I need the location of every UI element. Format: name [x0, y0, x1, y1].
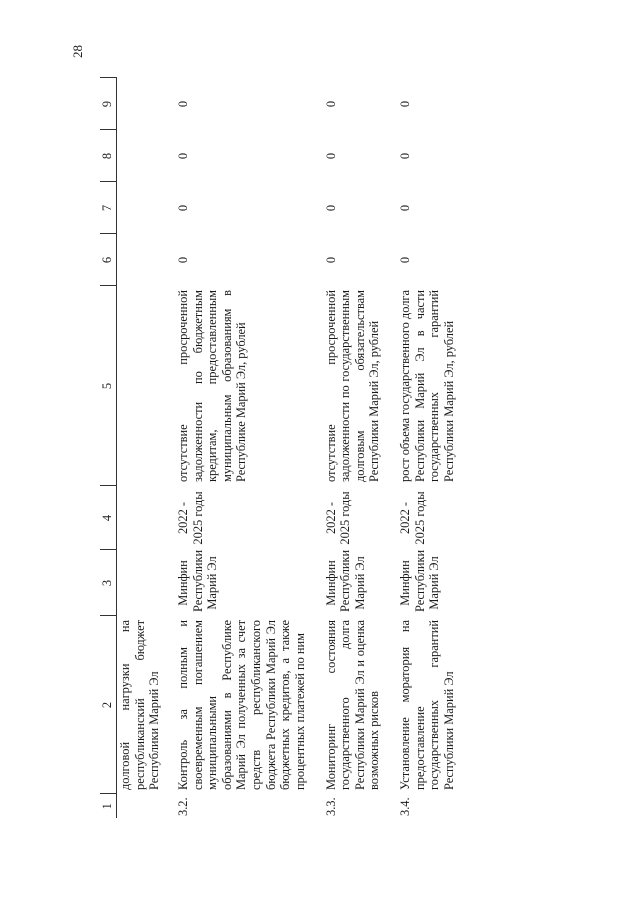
value-col-6: 0 [323, 256, 338, 264]
page-number: 28 [70, 45, 85, 58]
header-row [100, 78, 117, 818]
header-col-4: 4 [100, 486, 117, 550]
table-row [170, 78, 318, 818]
value-col-6: 0 [398, 256, 412, 264]
table-row [318, 78, 393, 818]
continuation-row [117, 78, 170, 818]
measure-text: Установление моратория на предоставление государственных гарантий Республики Марий Эл [398, 620, 456, 790]
measure-text: Контроль за полным и своевременным погашением муниципальными образованиями в Республике Марий Эл полученных за счет средств республиканского бюджета Республики Марий Эл бюджетных кредитов, а также процентных платежей по ним [175, 620, 307, 790]
indicator-text: отсутствие просроченной задолженности по бюджетным кредитам, предоставленным муниципальным образованиям в Республике Марий Эл, рублей [175, 290, 249, 482]
indicator-text: рост объема государственного долга Республики Марий Эл в части государственных гарантий Республики Марий Эл, рублей [398, 289, 456, 482]
measure-text: Мониторинг состояния государственного долга Республики Марий Эл и оценка возможных рисков [323, 620, 382, 790]
header-col-1: 1 [100, 794, 117, 818]
header-col-2: 2 [100, 616, 117, 794]
value-col-9: 0 [323, 100, 338, 108]
plan-table [100, 78, 467, 819]
row-number: 3.3. [323, 797, 338, 816]
value-col-7: 0 [398, 204, 412, 212]
table-row [392, 78, 467, 818]
header-col-6: 6 [100, 234, 117, 286]
value-col-9: 0 [398, 100, 412, 108]
value-col-6: 0 [175, 256, 190, 264]
header-col-9: 9 [100, 78, 117, 130]
continuation-text: долговой нагрузки на республиканский бюджет Республики Марий Эл [118, 620, 162, 790]
period-text: 2022 - 2025 годы [175, 491, 205, 545]
row-number: 3.2. [175, 797, 190, 816]
row-number: 3.4. [398, 797, 412, 816]
value-col-7: 0 [323, 204, 338, 212]
period-text: 2022 - 2025 годы [323, 491, 353, 545]
header-col-5: 5 [100, 286, 117, 486]
executor-text: Минфин Республики Марий Эл [175, 549, 220, 612]
value-col-9: 0 [175, 100, 190, 108]
value-col-8: 0 [398, 152, 412, 160]
rotated-table-page [100, 78, 580, 818]
header-col-3: 3 [100, 550, 117, 616]
value-col-7: 0 [175, 204, 190, 212]
value-col-8: 0 [175, 152, 190, 160]
executor-text: Минфин Республики Марий Эл [398, 549, 442, 612]
header-col-8: 8 [100, 130, 117, 182]
header-col-7: 7 [100, 182, 117, 234]
indicator-text: отсутствие просроченной задолженности по государственным долговым обязательствам Республики Марий Эл, рублей [323, 290, 382, 482]
period-text: 2022 - 2025 годы [398, 491, 427, 545]
value-col-8: 0 [323, 152, 338, 160]
executor-text: Минфин Республики Марий Эл [323, 549, 367, 612]
